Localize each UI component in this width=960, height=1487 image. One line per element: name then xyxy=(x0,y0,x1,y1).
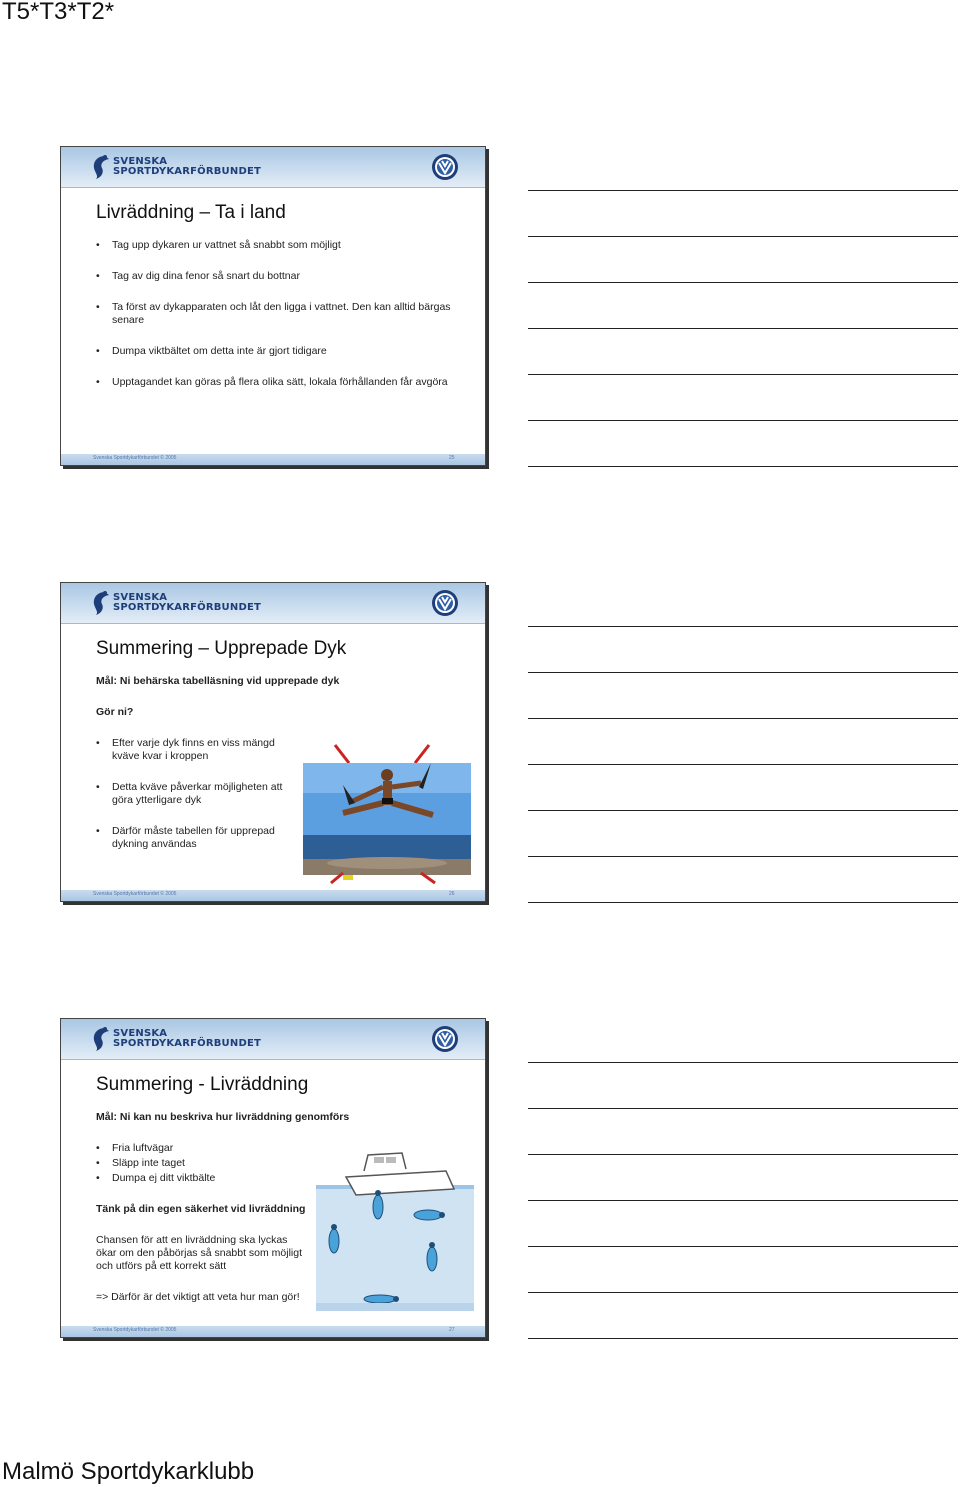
brand-line-1: SVENSKA xyxy=(113,156,168,167)
bullet-item: • Tag upp dykaren ur vattnet så snabbt som möjligt xyxy=(96,239,465,252)
federation-emblem-icon xyxy=(431,589,459,617)
slide-footer-copyright: Svenska Sportdykarförbundet © 2005 xyxy=(93,891,177,897)
slide-26 xyxy=(60,582,486,902)
federation-emblem-icon xyxy=(431,1025,459,1053)
federation-emblem-icon xyxy=(431,153,459,181)
bullet-item: • Efter varje dyk finns en viss mängd kväve kvar i kroppen xyxy=(96,737,300,763)
conclusion-text: => Därför är det viktigt att veta hur man gör! xyxy=(96,1291,300,1303)
note-line xyxy=(528,190,958,191)
bullet-item: • Detta kväve påverkar möjligheten att göra ytterligare dyk xyxy=(96,781,300,807)
note-line xyxy=(528,1246,958,1247)
bullet-item: • Fria luftvägar xyxy=(96,1142,310,1155)
note-line xyxy=(528,374,958,375)
diver-logo-icon xyxy=(91,590,111,616)
bullet-item: • Därför måste tabellen för upprepad dykning användas xyxy=(96,825,300,851)
brand-line-2: SPORTDYKARFÖRBUNDET xyxy=(113,1038,262,1049)
note-line xyxy=(528,810,958,811)
brand-line-2: SPORTDYKARFÖRBUNDET xyxy=(113,602,262,613)
brand-logo xyxy=(91,589,261,617)
slide-body xyxy=(96,239,465,407)
slide-goal: Mål: Ni behärska tabelläsning vid upprepade dyk xyxy=(96,675,340,687)
slide-number: 25 xyxy=(449,455,455,461)
note-line xyxy=(528,764,958,765)
note-line xyxy=(528,1108,958,1109)
safety-note: Tänk på din egen säkerhet vid livräddning xyxy=(96,1203,306,1215)
page-footer-club: Malmö Sportdykarklubb xyxy=(2,1458,255,1485)
note-line xyxy=(528,856,958,857)
slide-question: Gör ni? xyxy=(96,706,134,718)
slide-27 xyxy=(60,1018,486,1338)
slide-footer-band xyxy=(61,890,485,901)
note-line xyxy=(528,328,958,329)
slide-number: 26 xyxy=(449,891,455,897)
note-line xyxy=(528,1154,958,1155)
note-line xyxy=(528,466,958,467)
note-line xyxy=(528,718,958,719)
bullet-item: • Tag av dig dina fenor så snart du bottnar xyxy=(96,270,465,283)
note-line xyxy=(528,902,958,903)
slide-goal: Mål: Ni kan nu beskriva hur livräddning genomförs xyxy=(96,1111,350,1123)
rescue-illustration xyxy=(316,1149,476,1311)
slide-footer-copyright: Svenska Sportdykarförbundet © 2005 xyxy=(93,455,177,461)
diver-logo-icon xyxy=(91,1026,111,1052)
note-line xyxy=(528,1292,958,1293)
note-line xyxy=(528,420,958,421)
slide-body xyxy=(96,675,340,869)
diver-logo-icon xyxy=(91,154,111,180)
page-header-code: T5*T3*T2* xyxy=(2,0,115,25)
slide-title: Summering – Upprepade Dyk xyxy=(96,638,347,659)
notes-lines xyxy=(528,190,958,512)
slide-footer-band xyxy=(61,1326,485,1337)
slide-footer-band xyxy=(61,454,485,465)
slide-25 xyxy=(60,146,486,466)
brand-line-2: SPORTDYKARFÖRBUNDET xyxy=(113,166,262,177)
slide-title: Summering - Livräddning xyxy=(96,1074,309,1095)
note-line xyxy=(528,1062,958,1063)
bullet-item: • Dumpa viktbältet om detta inte är gjort tidigare xyxy=(96,345,465,358)
notes-lines xyxy=(528,1062,958,1384)
bullet-item: • Upptagandet kan göras på flera olika sätt, lokala förhållanden får avgöra xyxy=(96,376,465,389)
note-line xyxy=(528,1338,958,1339)
brand-logo xyxy=(91,1025,261,1053)
chance-text: Chansen för att en livräddning ska lyckas ökar om den påbörjas så snabbt som möjligt och utförs på ett korrekt sätt xyxy=(96,1234,303,1272)
slide-header-band xyxy=(61,1019,485,1060)
bullet-item: • Ta först av dykapparaten och låt den ligga i vattnet. Den kan alltid bärgas senare xyxy=(96,301,465,327)
note-line xyxy=(528,236,958,237)
slide-header-band xyxy=(61,147,485,188)
jumping-diver-photo xyxy=(303,743,473,885)
slide-body xyxy=(96,1111,350,1304)
slide-footer-copyright: Svenska Sportdykarförbundet © 2005 xyxy=(93,1327,177,1333)
bullet-item: • Dumpa ej ditt viktbälte xyxy=(96,1172,310,1185)
note-line xyxy=(528,626,958,627)
slide-number: 27 xyxy=(449,1327,455,1333)
note-line xyxy=(528,1200,958,1201)
slide-header-band xyxy=(61,583,485,624)
brand-logo xyxy=(91,153,261,181)
brand-line-1: SVENSKA xyxy=(113,1028,168,1039)
note-line xyxy=(528,282,958,283)
slide-title: Livräddning – Ta i land xyxy=(96,202,286,223)
brand-line-1: SVENSKA xyxy=(113,592,168,603)
bullet-item: • Släpp inte taget xyxy=(96,1157,310,1170)
notes-lines xyxy=(528,626,958,948)
note-line xyxy=(528,672,958,673)
